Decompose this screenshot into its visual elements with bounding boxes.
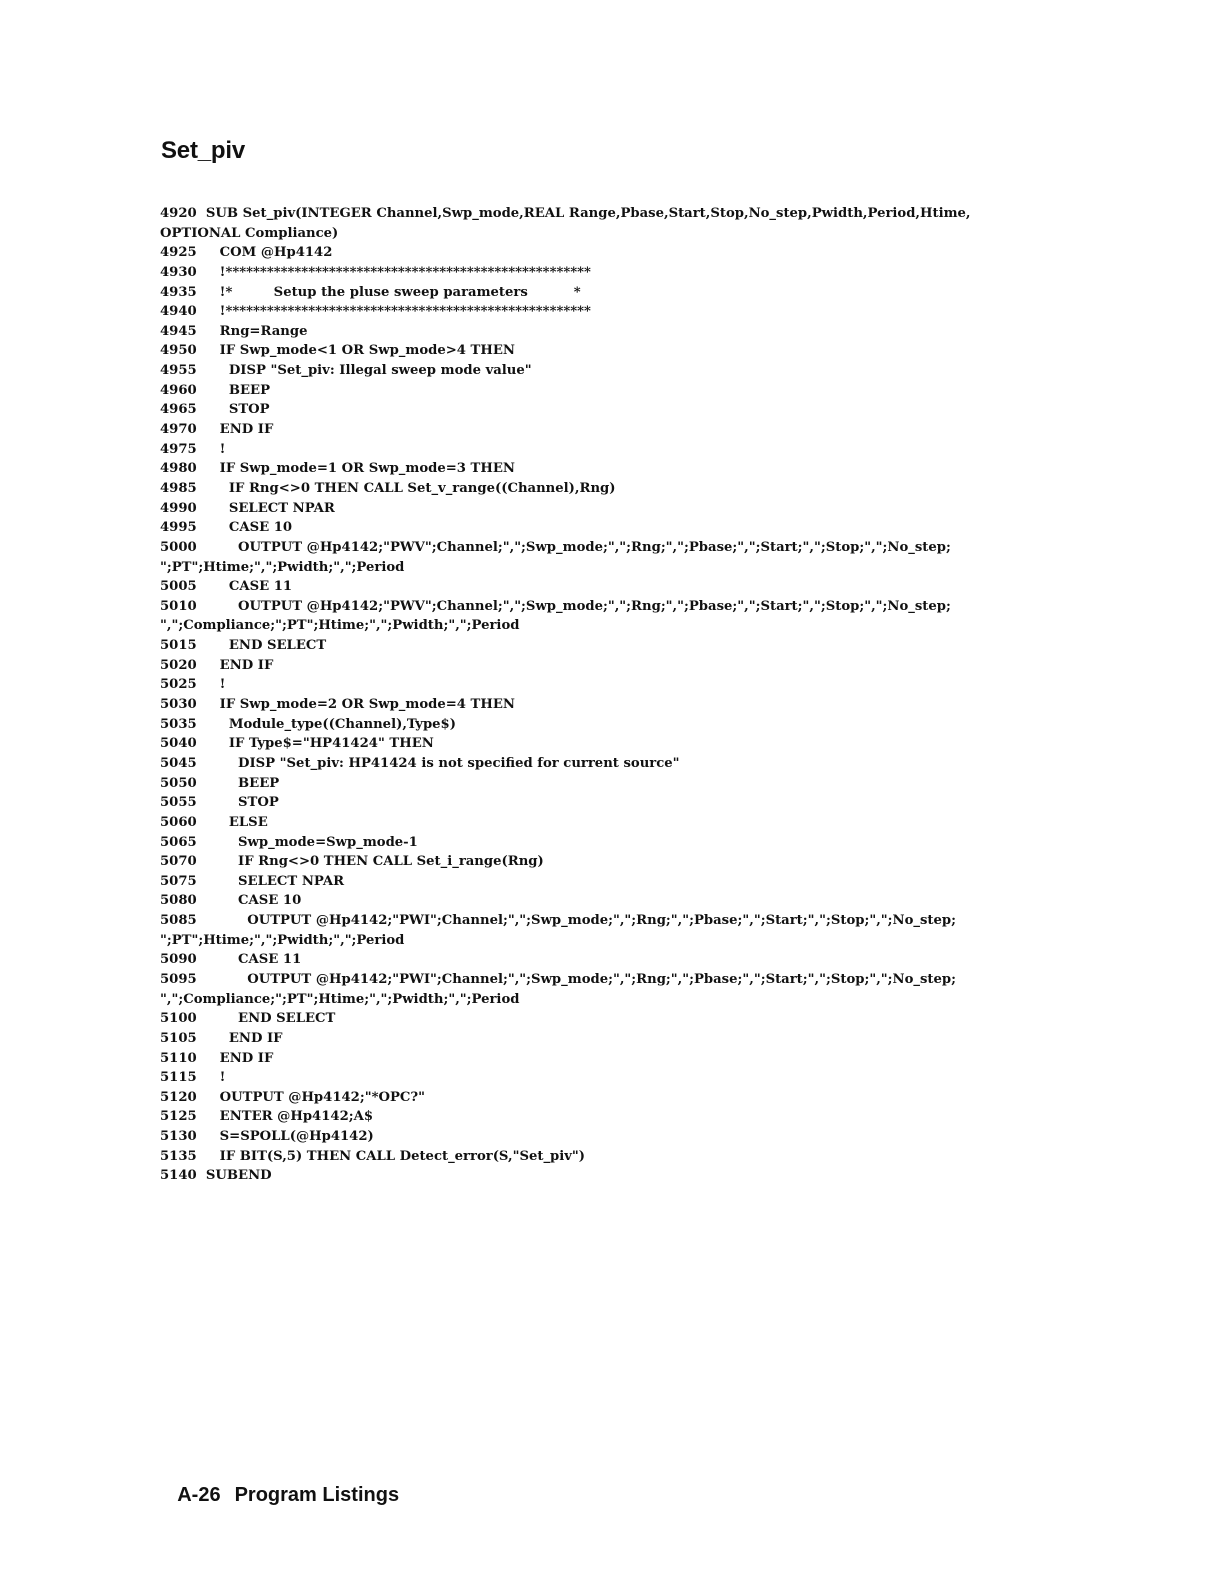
code-line: 5030 IF Swp_mode=2 OR Swp_mode=4 THEN <box>160 697 515 713</box>
code-line: ",";Compliance;";PT";Htime;",";Pwidth;",";Period <box>160 991 520 1007</box>
code-line: 5115 ! <box>160 1070 226 1086</box>
code-line: 5105 END IF <box>160 1030 283 1046</box>
code-line: ",";Compliance;";PT";Htime;",";Pwidth;",";Period <box>160 618 520 634</box>
code-line: 4995 CASE 10 <box>160 520 293 536</box>
code-line: 4940 !***************************************************** <box>160 304 591 320</box>
code-line: 4930 !***************************************************** <box>160 264 591 280</box>
code-line: 5050 BEEP <box>160 775 280 791</box>
code-line: 5065 Swp_mode=Swp_mode-1 <box>160 834 418 850</box>
program-listing <box>160 204 1060 1186</box>
code-line: 4965 STOP <box>160 402 270 418</box>
code-line: 5120 OUTPUT @Hp4142;"*OPC?" <box>160 1089 425 1105</box>
code-line: 5055 STOP <box>160 795 279 811</box>
code-line: 4985 IF Rng<>0 THEN CALL Set_v_range((Channel),Rng) <box>160 480 616 496</box>
page-footer <box>155 1461 399 1530</box>
code-line: 5010 OUTPUT @Hp4142;"PWV";Channel;",";Swp_mode;",";Rng;",";Pbase;",";Start;",";Stop;",";No_step; <box>160 598 951 614</box>
code-line: 5080 CASE 10 <box>160 893 302 909</box>
code-line: 5045 DISP "Set_piv: HP41424 is not specified for current source" <box>160 755 680 771</box>
code-line: 5100 END SELECT <box>160 1011 336 1027</box>
code-line: 5000 OUTPUT @Hp4142;"PWV";Channel;",";Swp_mode;",";Rng;",";Pbase;",";Start;",";Stop;",";No_step; <box>160 539 951 555</box>
code-line: 5015 END SELECT <box>160 638 327 654</box>
code-line: 4945 Rng=Range <box>160 323 308 339</box>
code-line: 5035 Module_type((Channel),Type$) <box>160 716 456 732</box>
code-line: 4975 ! <box>160 441 226 457</box>
code-line: OPTIONAL Compliance) <box>160 225 339 241</box>
code-line: 5095 OUTPUT @Hp4142;"PWI";Channel;",";Swp_mode;",";Rng;",";Pbase;",";Start;",";Stop;",";No_step; <box>160 971 956 987</box>
code-line: 5005 CASE 11 <box>160 579 293 595</box>
code-line: 5130 S=SPOLL(@Hp4142) <box>160 1129 374 1145</box>
code-line: 5025 ! <box>160 677 226 693</box>
footer-page-number: A-26 <box>177 1484 221 1506</box>
code-line: ";PT";Htime;",";Pwidth;",";Period <box>160 932 405 948</box>
code-line: 5060 ELSE <box>160 814 268 830</box>
code-line: 5070 IF Rng<>0 THEN CALL Set_i_range(Rng) <box>160 854 544 870</box>
code-line: 5090 CASE 11 <box>160 952 302 968</box>
code-line: 5125 ENTER @Hp4142;A$ <box>160 1109 374 1125</box>
code-line: ";PT";Htime;",";Pwidth;",";Period <box>160 559 405 575</box>
code-line: 4955 DISP "Set_piv: Illegal sweep mode value" <box>160 363 532 379</box>
code-line: 5020 END IF <box>160 657 274 673</box>
code-line: 4925 COM @Hp4142 <box>160 245 333 261</box>
code-line: 4990 SELECT NPAR <box>160 500 335 516</box>
code-line: 5135 IF BIT(S,5) THEN CALL Detect_error(S,"Set_piv") <box>160 1148 586 1164</box>
code-line: 5110 END IF <box>160 1050 274 1066</box>
code-line: 4980 IF Swp_mode=1 OR Swp_mode=3 THEN <box>160 461 515 477</box>
code-line: 4935 !* Setup the pluse sweep parameters * <box>160 284 581 300</box>
code-line: 4970 END IF <box>160 422 274 438</box>
page-title: Set_piv <box>161 137 245 164</box>
code-line: 4960 BEEP <box>160 382 271 398</box>
footer-section-title: Program Listings <box>234 1484 400 1506</box>
code-line: 5140 SUBEND <box>160 1168 272 1184</box>
code-line: 4920 SUB Set_piv(INTEGER Channel,Swp_mode,REAL Range,Pbase,Start,Stop,No_step,Pwidth,Period,Htime, <box>160 206 971 221</box>
code-line: 5085 OUTPUT @Hp4142;"PWI";Channel;",";Swp_mode;",";Rng;",";Pbase;",";Start;",";Stop;",";No_step; <box>160 913 956 929</box>
code-line: 5075 SELECT NPAR <box>160 873 345 889</box>
code-line: 5040 IF Type$="HP41424" THEN <box>160 736 434 752</box>
code-line: 4950 IF Swp_mode<1 OR Swp_mode>4 THEN <box>160 343 515 359</box>
